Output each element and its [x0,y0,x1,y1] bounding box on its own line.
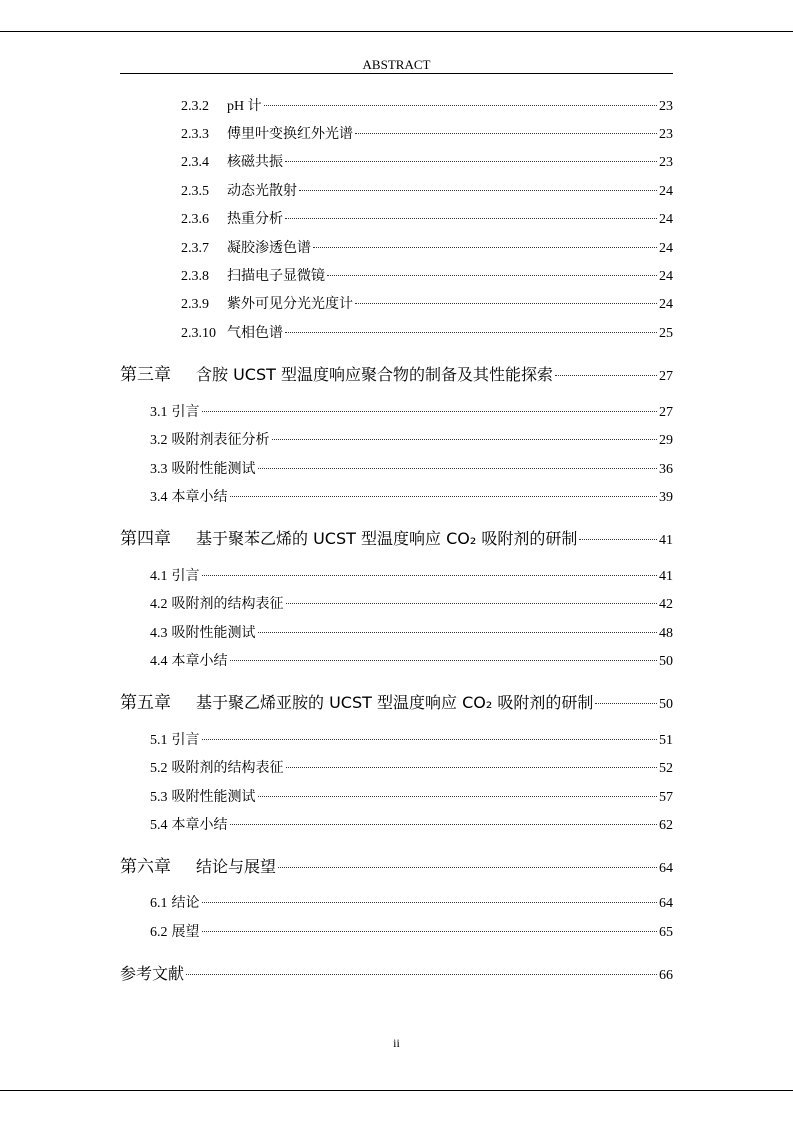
toc-dot-leader [285,332,657,333]
toc-entry-number: 2.3.2 [181,99,209,114]
toc-entry-page: 23 [659,99,673,114]
toc-entry-page: 48 [659,626,673,641]
toc-entry[interactable] [181,125,673,145]
toc-entry-page: 24 [659,212,673,227]
running-header: ABSTRACT [362,57,431,72]
toc-entry-number: 6.1 [150,896,168,911]
toc-entry-page: 27 [659,405,673,420]
toc-entry[interactable] [150,403,673,423]
toc-entry[interactable] [181,295,673,315]
toc-entry-title: 吸附性能测试 [171,626,256,641]
toc-entry[interactable] [120,962,673,986]
toc-entry-number: 2.3.10 [181,326,216,341]
toc-entry-number: 4.1 [150,569,168,584]
toc-entry-page: 51 [659,733,673,748]
toc-dot-leader [286,767,658,768]
toc-entry-page: 65 [659,925,673,940]
toc-entry[interactable] [150,595,673,615]
toc-entry-title: 基于聚苯乙烯的 UCST 型温度响应 CO₂ 吸附剂的研制 [196,529,578,548]
toc-entry-number: 4.2 [150,597,168,612]
toc-entry[interactable] [120,363,673,387]
toc-entry-title: 含胺 UCST 型温度响应聚合物的制备及其性能探索 [196,365,553,384]
toc-entry-title: 吸附剂的结构表征 [171,597,284,612]
toc-entry-title: 热重分析 [227,212,283,227]
toc-entry-page: 52 [659,761,673,776]
toc-dot-leader [202,739,658,740]
toc-entry-title: 结论 [171,896,200,911]
toc-dot-leader [202,931,658,932]
toc-entry-title: 吸附性能测试 [171,790,256,805]
toc-dot-leader [285,218,657,219]
toc-entry-page: 36 [659,462,673,477]
toc-entry-page: 24 [659,241,673,256]
toc-entry[interactable] [120,855,673,879]
toc-entry[interactable] [150,624,673,644]
toc-entry-title: 紫外可见分光光度计 [227,297,353,312]
toc-entry-title: 本章小结 [171,818,228,833]
toc-dot-leader [202,575,658,576]
toc-entry-title: 扫描电子显微镜 [227,269,325,284]
toc-entry-page: 23 [659,155,673,170]
toc-entry[interactable] [150,460,673,480]
toc-entry-title: 核磁共振 [227,155,283,170]
toc-dot-leader [258,632,658,633]
toc-entry-title: 基于聚乙烯亚胺的 UCST 型温度响应 CO₂ 吸附剂的研制 [196,693,594,712]
toc-entry-title: pH 计 [227,99,262,114]
toc-entry-page: 25 [659,326,673,341]
toc-entry[interactable] [181,153,673,173]
toc-entry-page: 29 [659,433,673,448]
toc-entry-page: 64 [659,861,673,876]
toc-dot-leader [186,974,657,975]
toc-dot-leader [285,161,657,162]
toc-dot-leader [230,660,658,661]
toc-entry-number: 4.3 [150,626,168,641]
toc-entry-page: 50 [659,697,673,712]
toc-entry-title: 参考文献 [120,964,185,983]
toc-entry-number: 第五章 [120,693,171,712]
toc-dot-leader [264,105,657,106]
toc-entry-page: 57 [659,790,673,805]
toc-entry-page: 66 [659,968,673,983]
toc-entry[interactable] [150,788,673,808]
toc-entry-page: 23 [659,127,673,142]
toc-dot-leader [230,824,658,825]
toc-entry-number: 2.3.7 [181,241,209,256]
toc-entry-page: 62 [659,818,673,833]
toc-entry-title: 吸附性能测试 [171,462,256,477]
toc-entry-title: 本章小结 [171,654,228,669]
toc-dot-leader [579,539,657,540]
toc-dot-leader [299,190,657,191]
header-rule [120,73,673,74]
top-page-border [0,31,793,32]
toc-dot-leader [258,796,658,797]
toc-entry-page: 39 [659,490,673,505]
toc-dot-leader [272,439,658,440]
toc-dot-leader [202,902,658,903]
toc-dot-leader [202,411,658,412]
toc-entry-title: 结论与展望 [196,857,277,876]
toc-entry-page: 42 [659,597,673,612]
toc-entry-number: 第六章 [120,857,171,876]
toc-entry-page: 64 [659,896,673,911]
toc-entry[interactable] [150,431,673,451]
toc-dot-leader [327,275,657,276]
toc-entry[interactable] [181,97,673,117]
toc-entry[interactable] [181,267,673,287]
toc-entry[interactable] [150,567,673,587]
toc-dot-leader [286,603,658,604]
toc-dot-leader [355,303,657,304]
toc-entry-page: 24 [659,269,673,284]
toc-entry-number: 2.3.4 [181,155,209,170]
toc-dot-leader [230,496,658,497]
toc-entry-number: 第三章 [120,365,171,384]
toc-entry-page: 41 [659,569,673,584]
toc-entry-number: 第四章 [120,529,171,548]
page-number: ii [393,1036,400,1050]
toc-entry[interactable] [181,324,673,344]
toc-dot-leader [278,867,657,868]
toc-entry-title: 凝胶渗透色谱 [227,241,311,256]
toc-entry-number: 2.3.9 [181,297,209,312]
toc-entry-title: 引言 [171,569,200,584]
toc-entry-title: 吸附剂的结构表征 [171,761,284,776]
toc-entry-title: 吸附剂表征分析 [171,433,270,448]
toc-entry-number: 2.3.3 [181,127,209,142]
toc-entry[interactable] [181,239,673,259]
toc-dot-leader [313,247,657,248]
toc-entry-title: 本章小结 [171,490,228,505]
toc-entry-page: 50 [659,654,673,669]
toc-entry-number: 5.4 [150,818,168,833]
toc-entry-number: 5.1 [150,733,168,748]
toc-entry-number: 4.4 [150,654,168,669]
toc-entry-title: 傅里叶变换红外光谱 [227,127,353,142]
toc-entry-number: 3.4 [150,490,168,505]
toc-entry-page: 27 [659,369,673,384]
toc-entry[interactable] [120,691,673,715]
toc-entry-title: 引言 [171,405,200,420]
toc-entry-title: 气相色谱 [227,326,283,341]
toc-entry[interactable] [181,210,673,230]
toc-entry-title: 引言 [171,733,200,748]
toc-entry-number: 2.3.6 [181,212,209,227]
toc-entry-page: 24 [659,184,673,199]
toc-entry-number: 5.3 [150,790,168,805]
bottom-page-border [0,1090,793,1091]
toc-entry-title: 动态光散射 [227,184,297,199]
toc-entry-number: 3.1 [150,405,168,420]
toc-entry[interactable] [150,894,673,914]
toc-entry-title: 展望 [171,925,200,940]
toc-entry[interactable] [120,527,673,551]
toc-entry-number: 2.3.5 [181,184,209,199]
toc-entry-page: 24 [659,297,673,312]
toc-entry[interactable] [150,488,673,508]
toc-entry[interactable] [181,182,673,202]
toc-dot-leader [258,468,658,469]
toc-entry-number: 5.2 [150,761,168,776]
toc-dot-leader [595,703,657,704]
toc-entry[interactable] [150,923,673,943]
toc-entry[interactable] [150,652,673,672]
toc-entry-number: 2.3.8 [181,269,209,284]
toc-dot-leader [355,133,657,134]
toc-entry-number: 3.3 [150,462,168,477]
toc-dot-leader [555,375,657,376]
toc-entry-page: 41 [659,533,673,548]
toc-entry-number: 3.2 [150,433,168,448]
toc-entry-number: 6.2 [150,925,168,940]
toc-entry[interactable] [150,816,673,836]
toc-entry[interactable] [150,759,673,779]
toc-entry[interactable] [150,731,673,751]
